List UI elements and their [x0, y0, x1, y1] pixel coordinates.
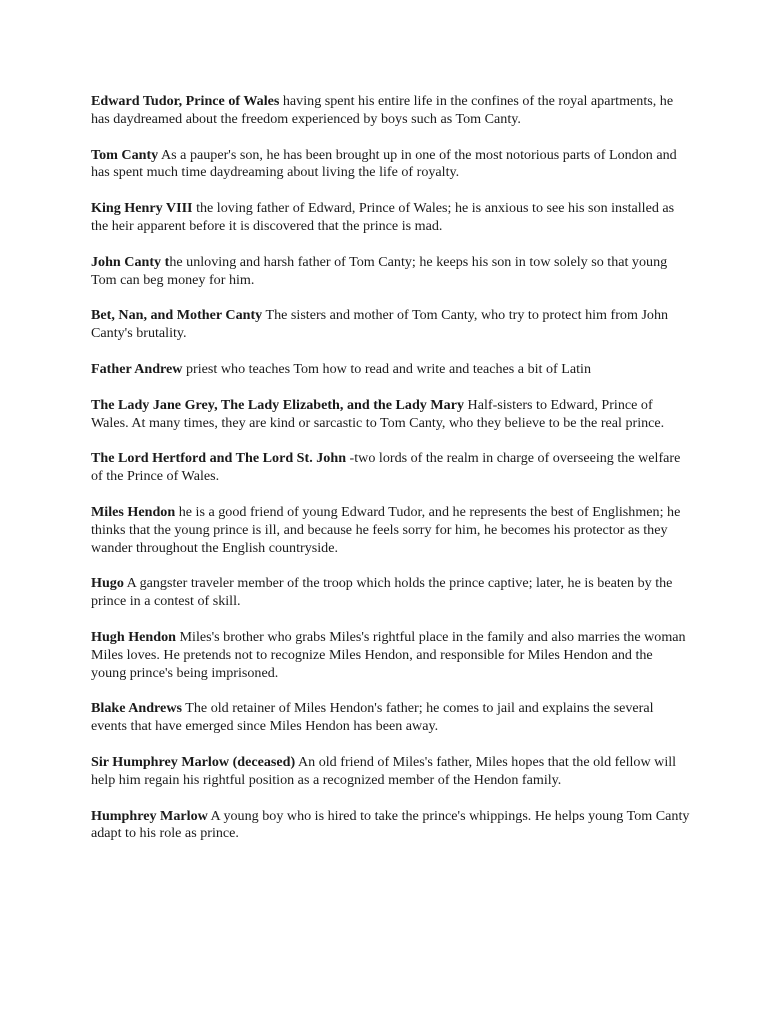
- character-entry: [91, 93, 691, 129]
- character-name: John Canty t: [91, 253, 170, 270]
- character-description: An old friend of Miles's father, Miles hopes that the old fellow will help him regain his rightful position as a recognized member of the Hendon family.: [91, 753, 677, 788]
- character-entry: [91, 361, 691, 379]
- character-name: Sir Humphrey Marlow (deceased): [91, 753, 296, 770]
- character-description: Half-sisters to Edward, Prince of Wales. At many times, they are kind or sarcastic to Tom Canty, who they believe to be the real prince.: [91, 396, 665, 431]
- character-entry: [91, 808, 691, 844]
- character-description: -two lords of the realm in charge of overseeing the welfare of the Prince of Wales.: [91, 450, 681, 485]
- character-entry: [91, 200, 691, 236]
- character-name: King Henry VIII: [91, 200, 193, 217]
- character-entry: [91, 254, 691, 290]
- character-entry: [91, 397, 691, 433]
- character-name: Humphrey Marlow: [91, 807, 208, 824]
- character-description: he unloving and harsh father of Tom Canty; he keeps his son in tow solely so that young Tom can beg money for him.: [91, 253, 668, 288]
- character-entry: [91, 450, 691, 486]
- character-name: Blake Andrews: [91, 700, 182, 717]
- character-name: Hugo: [91, 575, 124, 592]
- character-entry: [91, 575, 691, 611]
- character-name: Bet, Nan, and Mother Canty: [91, 307, 263, 324]
- character-entry: [91, 754, 691, 790]
- character-entry: [91, 307, 691, 343]
- character-entry: [91, 700, 691, 736]
- character-description: priest who teaches Tom how to read and write and teaches a bit of Latin: [182, 360, 591, 377]
- character-name: Edward Tudor, Prince of Wales: [91, 93, 280, 109]
- character-entry: [91, 147, 691, 183]
- character-entry: [91, 504, 691, 557]
- character-name: Father Andrew: [91, 360, 183, 377]
- character-entry: [91, 629, 691, 682]
- character-description: The old retainer of Miles Hendon's father; he comes to jail and explains the several events that have emerged since Miles Hendon has been away.: [91, 700, 654, 735]
- character-name: Miles Hendon: [91, 503, 176, 520]
- character-description: the loving father of Edward, Prince of Wales; he is anxious to see his son installed as the heir apparent before it is discovered that the prince is mad.: [91, 200, 675, 234]
- character-name: Hugh Hendon: [91, 628, 176, 645]
- character-description: having spent his entire life in the confines of the royal apartments, he has daydreamed about the freedom experienced by boys such as Tom Canty.: [91, 93, 674, 127]
- character-description: Miles's brother who grabs Miles's rightful place in the family and also marries the woman Miles loves. He pretends not to recognize Miles Hendon, and responsible for Miles Hendon and the young prince's being imprisoned.: [91, 628, 686, 681]
- character-name: Tom Canty: [91, 146, 159, 163]
- character-description: he is a good friend of young Edward Tudor, and he represents the best of Englishmen; he thinks that the young prince is ill, and because he feels sorry for him, he becomes his protector as they wander throughout the English countryside.: [91, 503, 681, 556]
- character-name: The Lord Hertford and The Lord St. John: [91, 450, 347, 467]
- character-description: A gangster traveler member of the troop which holds the prince captive; later, he is beaten by the prince in a contest of skill.: [91, 575, 673, 610]
- character-name: The Lady Jane Grey, The Lady Elizabeth, and the Lady Mary: [91, 396, 465, 413]
- document-page: [91, 93, 691, 861]
- character-description: The sisters and mother of Tom Canty, who try to protect him from John Canty's brutality.: [91, 307, 669, 342]
- character-description: As a pauper's son, he has been brought up in one of the most notorious parts of London and has spent much time daydreaming about living the life of royalty.: [91, 146, 677, 181]
- character-description: A young boy who is hired to take the prince's whippings. He helps young Tom Canty adapt to his role as prince.: [91, 807, 690, 842]
